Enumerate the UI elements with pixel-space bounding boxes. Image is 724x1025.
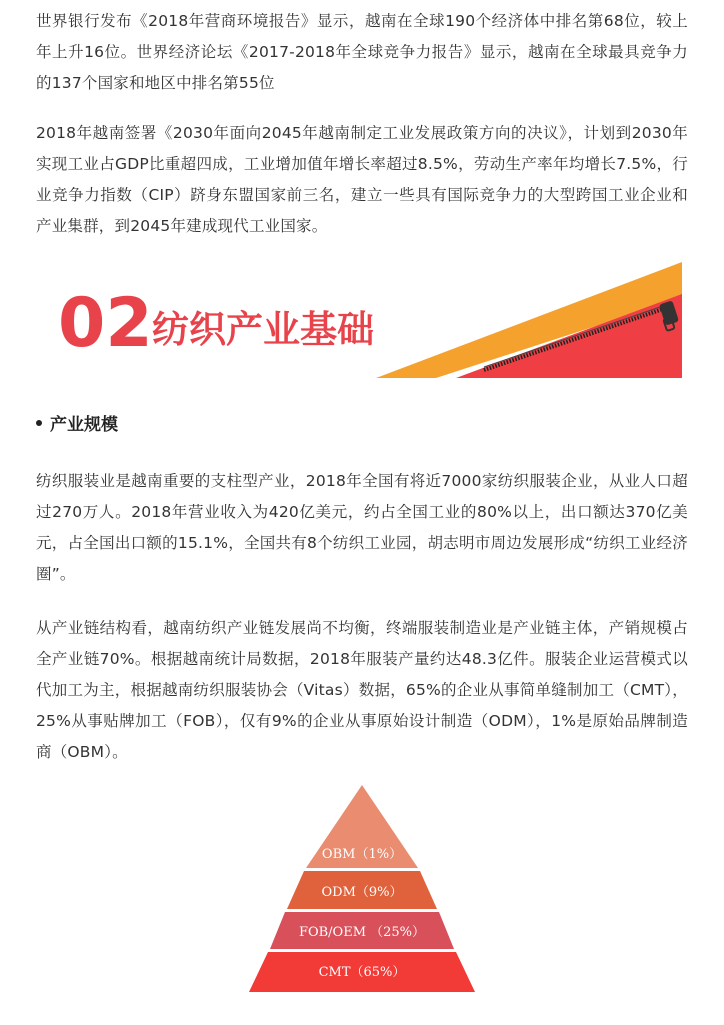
section-heading-text: 产业规模 (50, 415, 118, 435)
pyramid-label-odm: ODM（9%） (321, 885, 403, 900)
paragraph-industry-scale: 纺织服装业是越南重要的支柱型产业，2018年全国有将近7000家纺织服装企业，从业人口超过270万人。2018年营业收入为420亿美元，约占全国工业的80%以上，出口额达370亿美元，占全国出口额的15.1%，全国共有8个纺织工业园，胡志明市周边发展形成“纺织工业经济圈”。 (36, 472, 688, 583)
section-banner (36, 258, 682, 378)
pyramid-label-cmt: CMT（65%） (318, 965, 406, 980)
bullet-icon (36, 420, 42, 426)
paragraph-industry-chain: 从产业链结构看，越南纺织产业链发展尚不均衡，终端服装制造业是产业链主体，产销规模占全产业链70%。根据越南统计局数据，2018年服装产量约达48.3亿件。服装企业运营模式以代加工为主，根据越南纺织服装协会（Vitas）数据，65%的企业从事简单缝制加工（CMT），25%从事贴牌加工（FOB），仅有9%的企业从事原始设计制造（ODM），1%是原始品牌制造商（OBM）。 (36, 619, 688, 761)
pyramid-label-fob: FOB/OEM （25%） (298, 925, 426, 940)
paragraph-policy: 2018年越南签署《2030年面向2045年越南制定工业发展政策方向的决议》，计划到2030年实现工业占GDP比重超四成，工业增加值年增长率超过8.5%，劳动生产率年均增长7.5%，行业竞争力指数（CIP）跻身东盟国家前三名，建立一些具有国际竞争力的大型跨国工业企业和产业集群，到2045年建成现代工业国家。 (36, 124, 688, 235)
banner-title: 纺织产业基础 (152, 308, 374, 351)
pyramid-diagram (249, 785, 475, 992)
paragraph-ranking: 世界银行发布《2018年营商环境报告》显示，越南在全球190个经济体中排名第68位，较上年上升16位。世界经济论坛《2017-2018年全球竞争力报告》显示，越南在全球最具竞争力的137个国家和地区中排名第55位 (36, 12, 688, 92)
pyramid-label-obm: OBM（1%） (321, 847, 403, 862)
banner-number: 02 (58, 284, 153, 363)
section-heading (36, 410, 118, 435)
